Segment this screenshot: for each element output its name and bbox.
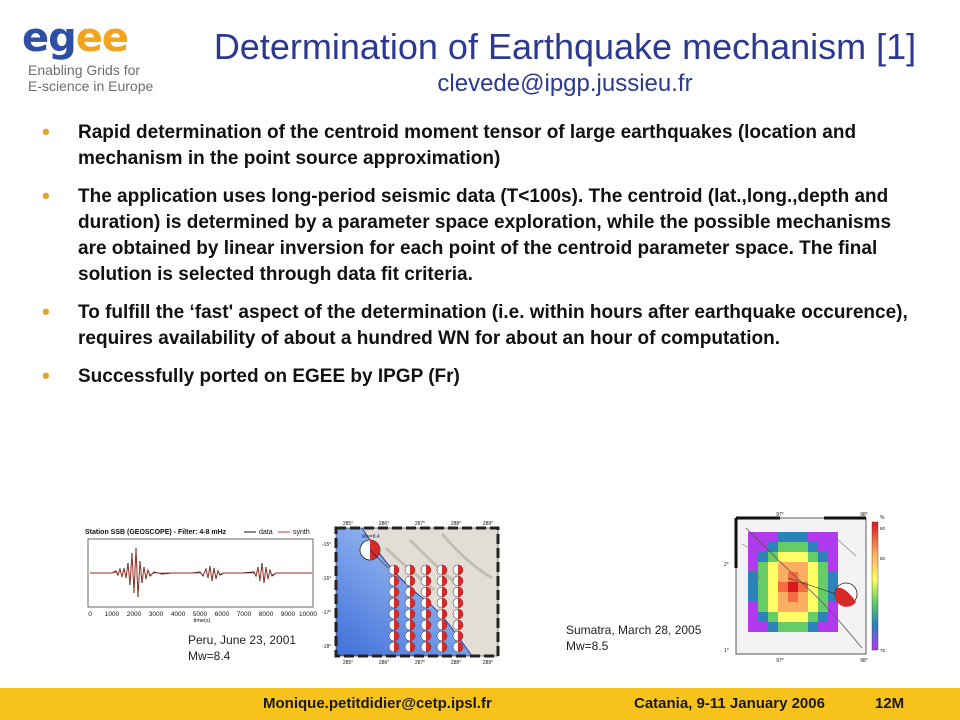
heatmap-cell: [818, 542, 828, 552]
heatmap-cell: [748, 612, 758, 622]
heatmap-cell: [808, 552, 818, 562]
map-tick: 97°: [776, 512, 784, 518]
scale-tick: 75: [880, 648, 886, 653]
tick-label: 1000: [104, 611, 120, 618]
sumatra-caption: Sumatra, March 28, 2005 Mw=8.5: [566, 623, 702, 653]
heatmap-cell: [758, 532, 768, 542]
heatmap-cell: [768, 562, 778, 572]
map-tick: 1°: [724, 648, 729, 654]
heatmap-cell: [758, 582, 768, 592]
map-tick: 288°: [450, 521, 462, 527]
heatmap-cell: [808, 562, 818, 572]
heatmap-cell: [798, 612, 808, 622]
heatmap-cell: [788, 592, 798, 602]
tick-label: 9000: [280, 611, 296, 618]
bullet-icon: •: [42, 183, 50, 208]
heatmap-cell: [748, 602, 758, 612]
egee-logo: [22, 15, 182, 102]
heatmap-cell: [748, 532, 758, 542]
heatmap-cell: [748, 572, 758, 582]
map-tick: 2°: [724, 562, 729, 568]
heatmap-cell: [808, 572, 818, 582]
tick-label: 2000: [126, 611, 142, 618]
map-tick: 287°: [414, 660, 426, 666]
heatmap-cell: [818, 592, 828, 602]
heatmap-cell: [828, 612, 838, 622]
heatmap-cell: [758, 552, 768, 562]
heatmap-cell: [788, 542, 798, 552]
heatmap-cell: [808, 622, 818, 632]
heatmap-cell: [788, 602, 798, 612]
heatmap-cell: [778, 602, 788, 612]
peru-map-figure: [322, 518, 502, 666]
map-tick: 286°: [378, 521, 390, 527]
footer-email: Monique.petitdidier@cetp.ipsl.fr: [263, 695, 492, 712]
heatmap-cell: [828, 562, 838, 572]
map-tick: 285°: [342, 521, 354, 527]
bullet-list: [38, 120, 918, 402]
map-tick: 98°: [860, 512, 868, 518]
scale-title: %: [880, 515, 885, 521]
peru-caption: Peru, June 23, 2001 Mw=8.4: [188, 633, 297, 663]
heatmap-cell: [778, 552, 788, 562]
bullet-item: • Successfully ported on EGEE by IPGP (Fr): [42, 363, 460, 388]
seismogram-legend-data: data: [259, 529, 273, 536]
heatmap-cell: [748, 582, 758, 592]
heatmap-cell: [818, 612, 828, 622]
heatmap-cell: [778, 572, 788, 582]
heatmap-cell: [778, 532, 788, 542]
bullet-item: • To fulfill the ‘fast' aspect of the determination (i.e. within hours after earthquake occurence), requires availability of about a hundred WN for about an hour of computation.: [42, 299, 908, 349]
bullet-icon: •: [42, 119, 50, 144]
tick-label: 5000: [192, 611, 208, 618]
tick-label: 7000: [236, 611, 252, 618]
map-tick: 289°: [482, 660, 494, 666]
heatmap-cell: [808, 542, 818, 552]
heatmap-cell: [808, 582, 818, 592]
heatmap-cell: [768, 592, 778, 602]
heatmap-cell: [778, 592, 788, 602]
heatmap-cell: [778, 612, 788, 622]
heatmap-cell: [748, 552, 758, 562]
logo-wordmark: egee: [22, 15, 129, 61]
heatmap-cell: [758, 602, 768, 612]
heatmap-cell: [768, 582, 778, 592]
map-tick: -18°: [322, 644, 332, 650]
heatmap-cell: [778, 622, 788, 632]
bullet-item: • The application uses long-period seismic data (T<100s). The centroid (lat.,long.,depth and duration) is determined by a parameter space exploration, while the possible mechanisms are obtained by linear inversion for each point of the centroid parameter space. The final solution is selected through data fit criteria.: [42, 183, 892, 285]
heatmap-cell: [768, 612, 778, 622]
heatmap-cell: [768, 542, 778, 552]
heatmap-cell: [788, 622, 798, 632]
heatmap-cell: [758, 542, 768, 552]
peru-map-label: Mw=8.4: [362, 534, 380, 540]
heatmap-cell: [788, 532, 798, 542]
heatmap-cell: [828, 542, 838, 552]
map-tick: 286°: [378, 660, 390, 666]
bullet-icon: •: [42, 299, 50, 324]
heatmap-cell: [768, 532, 778, 542]
seismogram-xlabel: time(s): [193, 618, 211, 623]
scale-tick: 80: [880, 526, 886, 531]
heatmap-cell: [768, 572, 778, 582]
map-tick: 285°: [342, 660, 354, 666]
footer-slide-id: 12M: [875, 695, 905, 712]
seismogram-title: Station SSB (GEOSCOPE) - Filter: 4-8 mHz: [85, 529, 227, 536]
heatmap-cell: [798, 592, 808, 602]
heatmap-cell: [788, 552, 798, 562]
map-tick: 98°: [860, 658, 868, 664]
heatmap-cell: [768, 602, 778, 612]
sumatra-heatmap: [748, 532, 838, 632]
heatmap-cell: [818, 552, 828, 562]
map-tick: 289°: [482, 521, 494, 527]
map-tick: -16°: [322, 576, 332, 582]
slide-title: Determination of Earthquake mechanism [1]: [213, 26, 917, 67]
bullet-icon: •: [42, 363, 50, 388]
logo-tagline: Enabling Grids for E-science in Europe: [28, 62, 154, 94]
heatmap-cell: [798, 532, 808, 542]
tick-label: 4000: [170, 611, 186, 618]
tick-label: 10000: [298, 611, 318, 618]
sumatra-map-figure: [716, 508, 892, 664]
tick-label: 0: [88, 611, 92, 618]
heatmap-cell: [798, 562, 808, 572]
heatmap-cell: [818, 622, 828, 632]
seismogram-legend-synth: synth: [293, 529, 310, 536]
heatmap-cell: [778, 542, 788, 552]
heatmap-cell: [758, 592, 768, 602]
heatmap-cell: [788, 612, 798, 622]
heatmap-cell: [828, 622, 838, 632]
tick-label: 3000: [148, 611, 164, 618]
scale-tick: 60: [880, 556, 886, 561]
heatmap-cell: [828, 572, 838, 582]
heatmap-cell: [768, 622, 778, 632]
bullet-item: • Rapid determination of the centroid moment tensor of large earthquakes (location and mechanism in the point source approximation): [42, 119, 857, 169]
heatmap-cell: [798, 542, 808, 552]
heatmap-cell: [758, 622, 768, 632]
map-tick: 287°: [414, 521, 426, 527]
heatmap-cell: [748, 622, 758, 632]
heatmap-cell: [758, 572, 768, 582]
slide-subtitle: clevede@ipgp.jussieu.fr: [437, 70, 693, 97]
map-tick: -15°: [322, 542, 332, 548]
tick-label: 8000: [258, 611, 274, 618]
heatmap-cell: [808, 532, 818, 542]
heatmap-cell: [808, 612, 818, 622]
heatmap-cell: [788, 582, 798, 592]
heatmap-cell: [828, 532, 838, 542]
seismogram-figure: [82, 523, 318, 623]
tick-label: 6000: [214, 611, 230, 618]
heatmap-cell: [798, 602, 808, 612]
map-tick: 288°: [450, 660, 462, 666]
heatmap-cell: [818, 582, 828, 592]
color-scale: [872, 522, 878, 650]
heatmap-cell: [758, 562, 768, 572]
heatmap-cell: [818, 572, 828, 582]
heatmap-cell: [748, 592, 758, 602]
heatmap-cell: [798, 622, 808, 632]
heatmap-cell: [768, 552, 778, 562]
heatmap-cell: [818, 532, 828, 542]
heatmap-cell: [748, 562, 758, 572]
heatmap-cell: [798, 552, 808, 562]
heatmap-cell: [808, 602, 818, 612]
heatmap-cell: [758, 612, 768, 622]
footer-event: Catania, 9-11 January 2006: [634, 695, 825, 712]
footer-bar: [0, 688, 960, 720]
map-tick: -17°: [322, 610, 332, 616]
map-tick: 97°: [776, 658, 784, 664]
heatmap-cell: [828, 552, 838, 562]
heatmap-cell: [818, 562, 828, 572]
heatmap-cell: [778, 582, 788, 592]
heatmap-cell: [778, 562, 788, 572]
